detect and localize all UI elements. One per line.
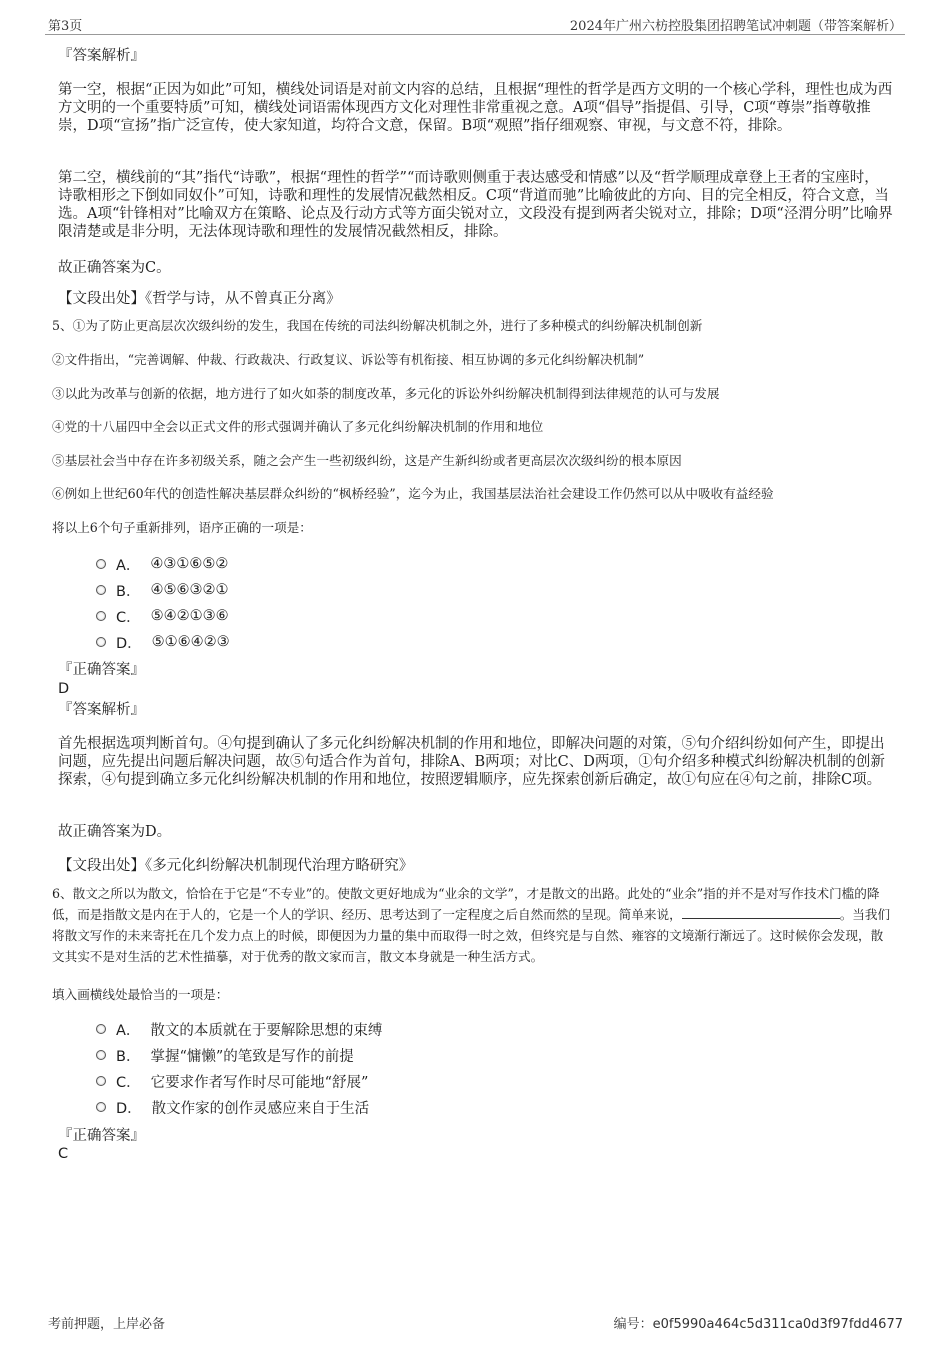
option-text: 散文作家的创作灵感应来自于生活: [151, 1100, 370, 1117]
radio-button-icon[interactable]: [96, 585, 106, 595]
document-title: 2024年广州六枋控股集团招聘笔试冲刺题（带答案解析）: [569, 19, 902, 34]
page-number: 第3页: [48, 19, 83, 34]
footer-slogan: 考前押题，上岸必备: [48, 1317, 166, 1332]
q5-sentence-2: ②文件指出，“完善调解、仲裁、行政裁决、行政复议、诉讼等有机衔接、相互协调的多元化纠纷解决机制”: [52, 352, 645, 367]
q4-analysis-label: 『答案解析』: [58, 48, 145, 64]
q5-option-a[interactable]: [96, 553, 228, 575]
radio-button-icon[interactable]: [96, 1050, 106, 1060]
q5-source: 【文段出处】《多元化纠纷解决机制现代治理方略研究》: [58, 858, 414, 874]
q5-conclusion: 故正确答案为D。: [58, 824, 172, 840]
q4-analysis-paragraph-1: 第一空，根据“正因为如此”可知，横线处词语是对前文内容的总结，且根据“理性的哲学是西方文明的一个核心学科，理性也成为西方文明的一个重要特质”可知，横线处词语需体现西方文化对理性非常重视之意。A项“倡导”指提倡、引导，C项“尊崇”指尊敬推崇，D项“宣扬”指广泛宣传，使大家知道，均符合文意，保留。B项“观照”指仔细观察、审视，与文意不符，排除。: [58, 82, 893, 134]
option-key: B．: [116, 1048, 141, 1065]
radio-button-icon[interactable]: [96, 637, 106, 647]
q5-answer: D: [58, 681, 70, 697]
code-label: 编号：: [613, 1317, 653, 1332]
option-key: B．: [116, 583, 141, 600]
q5-sentence-4: ④党的十八届四中全会以正式文件的形式强调并确认了多元化纠纷解决机制的作用和地位: [52, 419, 544, 434]
option-key: A．: [116, 557, 141, 574]
page-header: [45, 12, 905, 35]
fill-in-blank: [682, 906, 840, 919]
option-key: D．: [116, 1100, 142, 1117]
q6-answer: C: [58, 1146, 69, 1162]
q5-sentence-1: 5、①为了防止更高层次次级纠纷的发生，我国在传统的司法纠纷解决机制之外，进行了多种模式的纠纷解决机制创新: [52, 318, 703, 333]
option-text: 掌握“慵懒”的笔致是写作的前提: [150, 1048, 354, 1065]
option-key: C．: [116, 609, 141, 626]
q6-answer-label: 『正确答案』: [58, 1128, 145, 1144]
q5-analysis: 首先根据选项判断首句。④句提到确认了多元化纠纷解决机制的作用和地位，即解决问题的对策，⑤句介绍纠纷如何产生，即提出问题，应先提出问题后解决问题，故⑤句适合作为首句，排除A、B两项；对比C、D两项，①句介绍多种模式纠纷解决机制的创新探索，④句提到确立多元化纠纷解决机制的作用和地位，按照逻辑顺序，应先探索创新后确定，故①句应在④句之前，排除C项。: [58, 736, 885, 788]
q5-sentence-3: ③以此为改革与创新的依据，地方进行了如火如荼的制度改革，多元化的诉讼外纠纷解决机制得到法律规范的认可与发展: [52, 386, 720, 401]
q6-stem: [52, 883, 895, 967]
q6-option-d[interactable]: [96, 1096, 369, 1118]
q4-source: 【文段出处】《哲学与诗，从不曾真正分离》: [58, 291, 341, 307]
q6-option-a[interactable]: [96, 1018, 382, 1040]
radio-button-icon[interactable]: [96, 611, 106, 621]
q5-sentence-5: ⑤基层社会当中存在许多初级关系，随之会产生一些初级纠纷，这是产生新纠纷或者更高层次次级纠纷的根本原因: [52, 453, 682, 468]
option-text: 散文的本质就在于要解除思想的束缚: [150, 1022, 383, 1039]
option-key: D．: [116, 635, 142, 652]
q5-answer-label: 『正确答案』: [58, 662, 145, 678]
q6-stem-part-1: 6、散文之所以为散文，恰恰在于它是“不专业”的。使散文更好地成为“业余的文学”，才是散文的出路。此处的“业余”指的并不是对写作技术门槛的降低，而是指散文是内在于人的，它是一个人的学识、经历、思考达到了一定程度之后自然而然的呈现。简单来说，: [52, 886, 880, 922]
radio-button-icon[interactable]: [96, 1024, 106, 1034]
q6-prompt: 填入画横线处最恰当的一项是：: [52, 987, 229, 1002]
q6-stem-part-2: 。当我们将散文写作的未来寄托在几个发力点上的时候，即便因为力量的集中而取得一时之效，但终究是与自然、雍容的文境渐行渐远了。这时候你会发现，散文其实不是对生活的艺术性描摹，对于优秀的散文家而言，散文本身就是一种生活方式。: [52, 907, 891, 964]
code-value: e0f5990a464c5d311ca0d3f97fdd4677: [652, 1317, 903, 1332]
q6-option-b[interactable]: [96, 1044, 354, 1066]
option-key: C．: [116, 1074, 141, 1091]
radio-button-icon[interactable]: [96, 559, 106, 569]
radio-button-icon[interactable]: [96, 1076, 106, 1086]
radio-button-icon[interactable]: [96, 1102, 106, 1112]
option-text: ④③①⑥⑤②: [150, 556, 229, 572]
document-code: [614, 1313, 903, 1332]
q5-option-b[interactable]: [96, 579, 228, 601]
q5-analysis-label: 『答案解析』: [58, 702, 145, 718]
q6-option-c[interactable]: [96, 1070, 368, 1092]
q5-option-d[interactable]: [96, 631, 230, 653]
option-text: ④⑤⑥③②①: [150, 582, 229, 598]
q5-sentence-6: ⑥例如上世纪60年代的创造性解决基层群众纠纷的“枫桥经验”，迄今为止，我国基层法治社会建设工作仍然可以从中吸收有益经验: [52, 486, 774, 501]
page-footer: [45, 1310, 905, 1334]
option-key: A．: [116, 1022, 141, 1039]
q4-analysis-paragraph-2: 第二空，横线前的“其”指代“诗歌”，根据“理性的哲学”“而诗歌则侧重于表达感受和情感”以及“哲学顺理成章登上王者的宝座时，诗歌相形之下倒如同奴仆”可知，诗歌和理性的发展情况截然相反。C项“背道而驰”比喻彼此的方向、目的完全相反，符合文意，当选。A项“针锋相对”比喻双方在策略、论点及行动方式等方面尖锐对立，文段没有提到两者尖锐对立，排除；D项“泾渭分明”比喻界限清楚或是非分明，无法体现诗歌和理性的发展情况截然相反，排除。: [58, 170, 893, 240]
option-text: 它要求作者写作时尽可能地“舒展”: [150, 1074, 369, 1091]
q5-option-c[interactable]: [96, 605, 229, 627]
option-text: ⑤①⑥④②③: [151, 634, 230, 650]
q4-conclusion: 故正确答案为C。: [58, 260, 171, 276]
option-text: ⑤④②①③⑥: [150, 608, 229, 624]
q5-prompt: 将以上6个句子重新排列，语序正确的一项是：: [52, 520, 312, 535]
